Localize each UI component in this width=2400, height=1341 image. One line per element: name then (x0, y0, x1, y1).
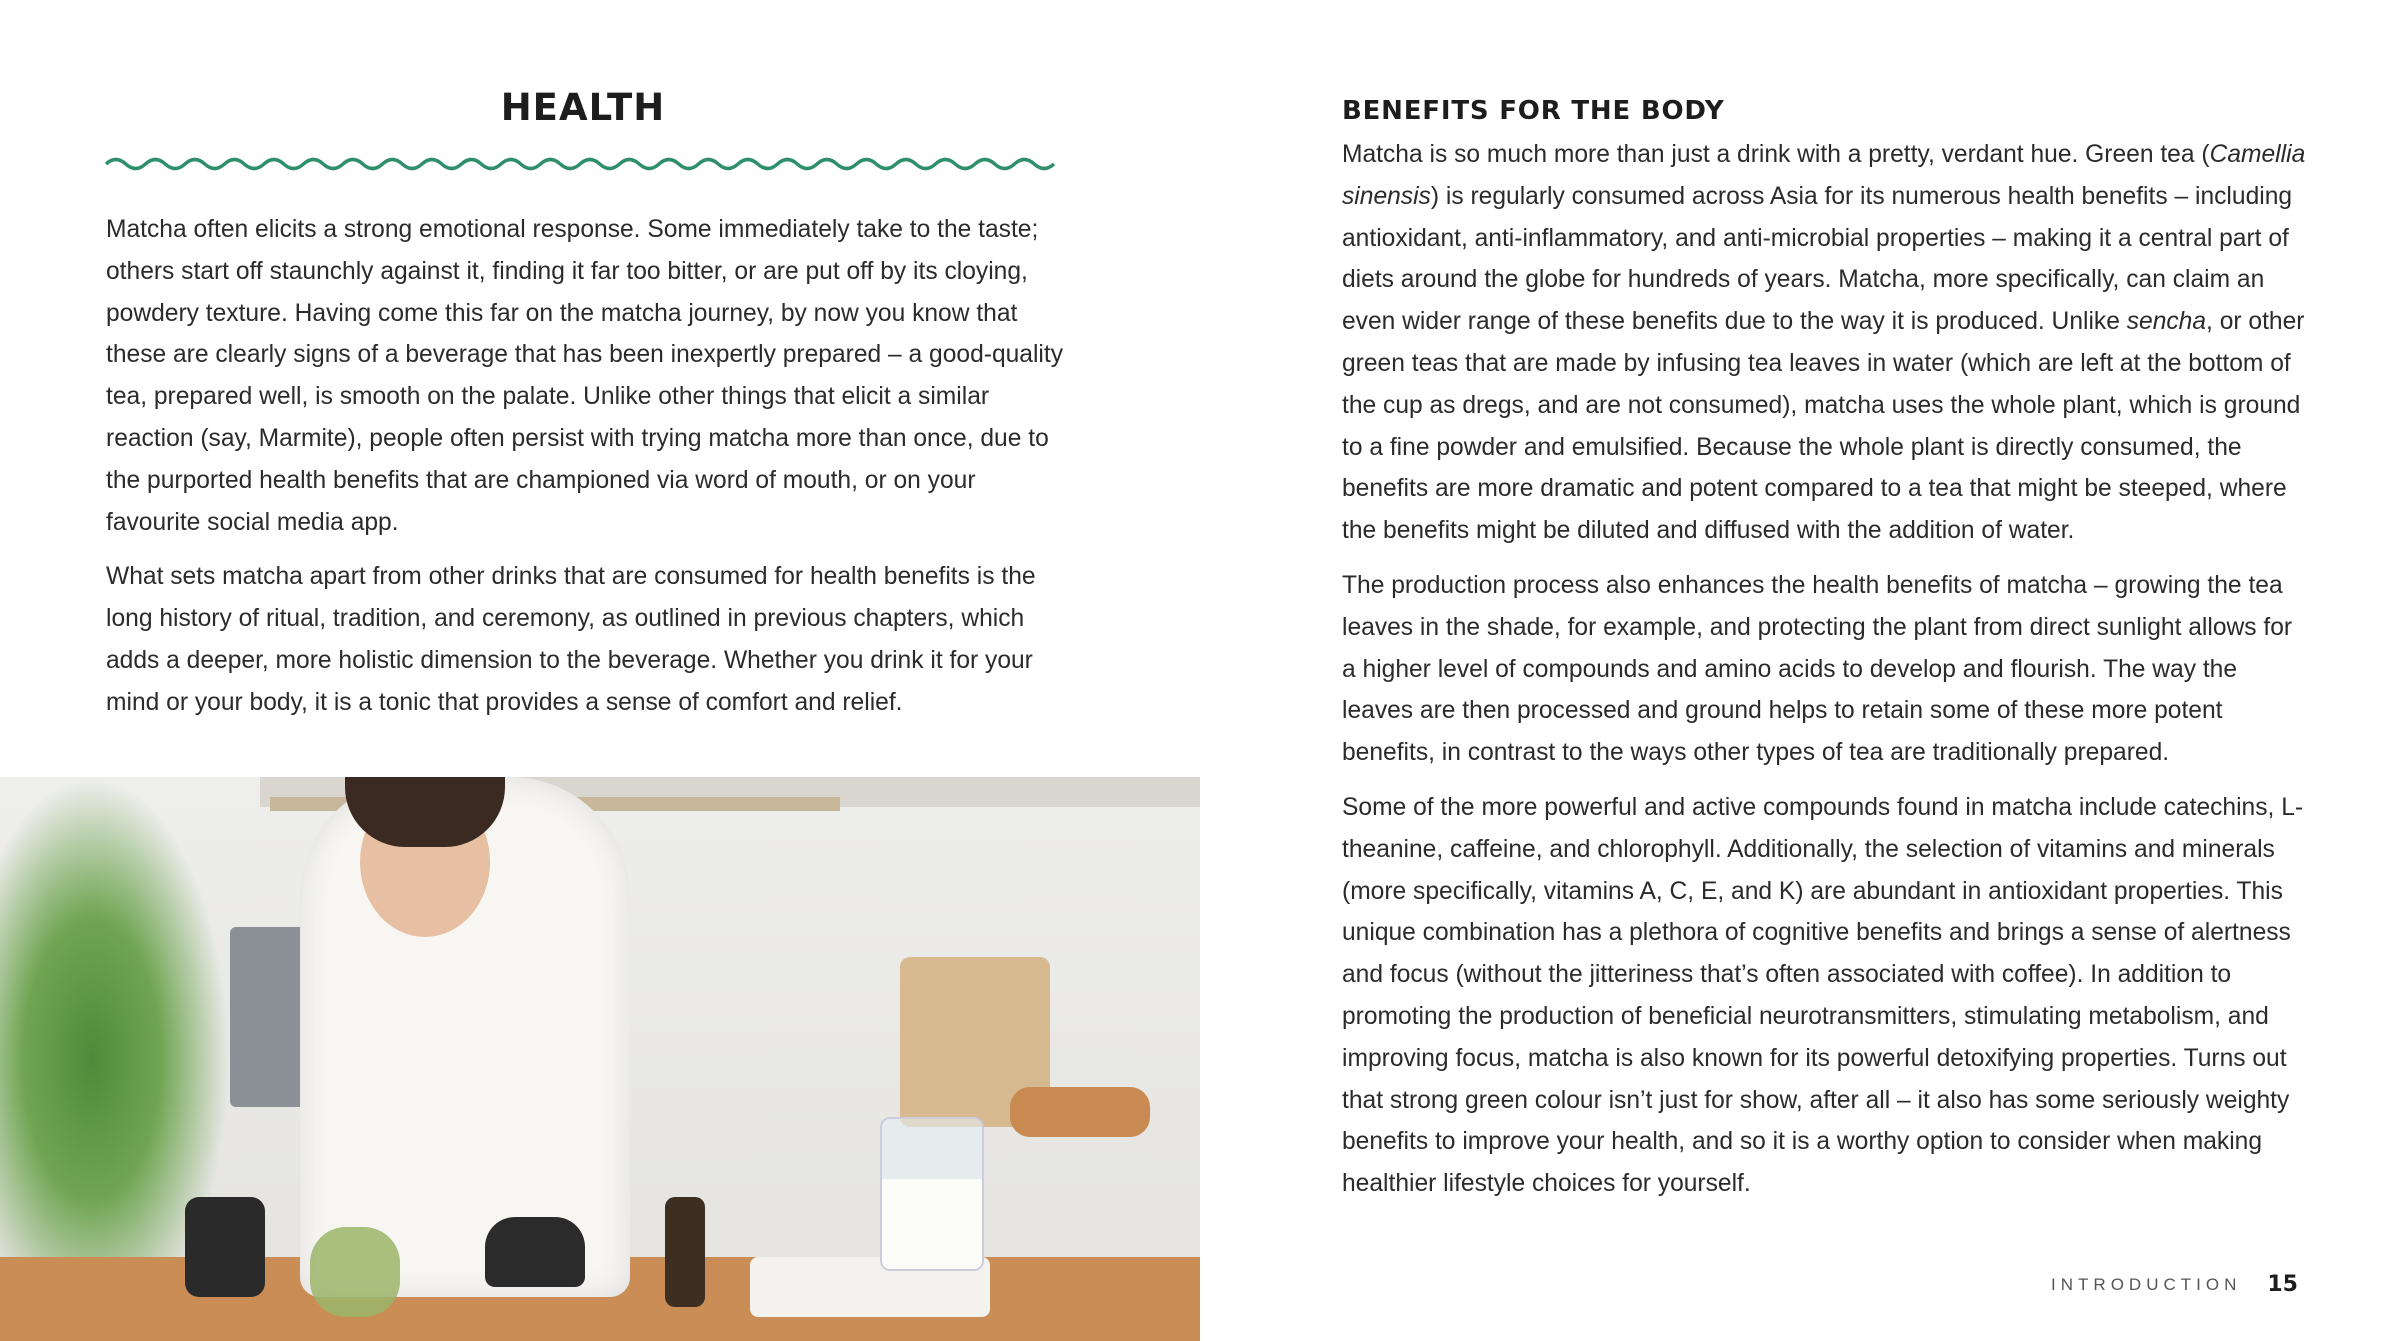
left-body-text (106, 209, 1068, 737)
section-title: HEALTH (500, 86, 666, 129)
kitchen-photo (0, 777, 1200, 1341)
wavy-divider (104, 152, 1064, 176)
paragraph: Matcha often elicits a strong emotional response. Some immediately take to the taste; others start off staunchly against it, finding it far too bitter, or are put off by its cloying, powdery texture. Having come this far on the matcha journey, by now you know that these are clearly signs of a beverage that has been inexpertly prepared – a good-quality tea, prepared well, is smooth on the palate. Unlike other things that elicit a similar reaction (say, Marmite), people often persist with trying matcha more than once, due to the purported health benefits that are championed via word of mouth, or on your favourite social media app. (106, 216, 1064, 536)
text-run: Matcha is so much more than just a drink with a pretty, verdant hue. Green tea ( (1342, 141, 2210, 168)
paragraph: The production process also enhances the health benefits of matcha – growing the tea leaves in the shade, for example, and protecting the plant from direct sunlight allows for a higher level of compounds and amino acids to develop and flourish. The way the leaves are then processed and ground helps to retain some of these more potent benefits, in contrast to the ways other types of tea are traditionally prepared. (1342, 571, 2293, 767)
page-footer (2051, 1272, 2298, 1297)
text-run: ) is regularly consumed across Asia for its numerous health benefits – including antioxidant, anti-inflammatory, and anti-microbial properties – making it a central part of diets around the globe for hundreds of years. Matcha, more specifically, can claim an even wider range of these benefits due to the way it is produced. Unlike (1342, 182, 2293, 336)
page-number: 15 (2267, 1272, 2298, 1297)
paragraph (1342, 134, 2308, 552)
paragraph: What sets matcha apart from other drinks that are consumed for health benefits is the long history of ritual, tradition, and ceremony, as outlined in previous chapters, which adds a deeper, more holistic dimension to the beverage. Whether you drink it for your mind or your body, it is a tonic that provides a sense of comfort and relief. (106, 563, 1036, 716)
italic-term: sencha (2126, 308, 2207, 336)
running-section: INTRODUCTION (2051, 1274, 2242, 1294)
text-run: , or other green teas that are made by infusing tea leaves in water (which are left at the bottom of the cup as dregs, and are not consumed), matcha uses the whole plant, which is ground to a fine powder and emulsified. Because the whole plant is directly consumed, the benefits are more dramatic and potent compared to a tea that might be steeped, where the benefits might be diluted and diffused with the addition of water. (1342, 308, 2305, 545)
italic-term: Camellia sinensis (1342, 141, 2306, 210)
right-body-text (1342, 134, 2308, 1218)
paragraph: Some of the more powerful and active compounds found in matcha include catechins, L-theanine, caffeine, and chlorophyll. Additionally, the selection of vitamins and minerals (more specifically, vitamins A, C, E, and K) are abundant in antioxidant properties. This unique combination has a plethora of cognitive benefits and brings a sense of alertness and focus (without the jitteriness that’s often associated with coffee). In addition to promoting the production of beneficial neurotransmitters, stimulating metabolism, and improving focus, matcha is also known for its powerful detoxifying properties. Turns out that strong green colour isn’t just for show, after all – it also has some seriously weighty benefits to improve your health, and so it is a worthy option to consider when making healthier lifestyle choices for yourself. (1342, 793, 2304, 1198)
subsection-title: BENEFITS FOR THE BODY (1342, 96, 1725, 126)
